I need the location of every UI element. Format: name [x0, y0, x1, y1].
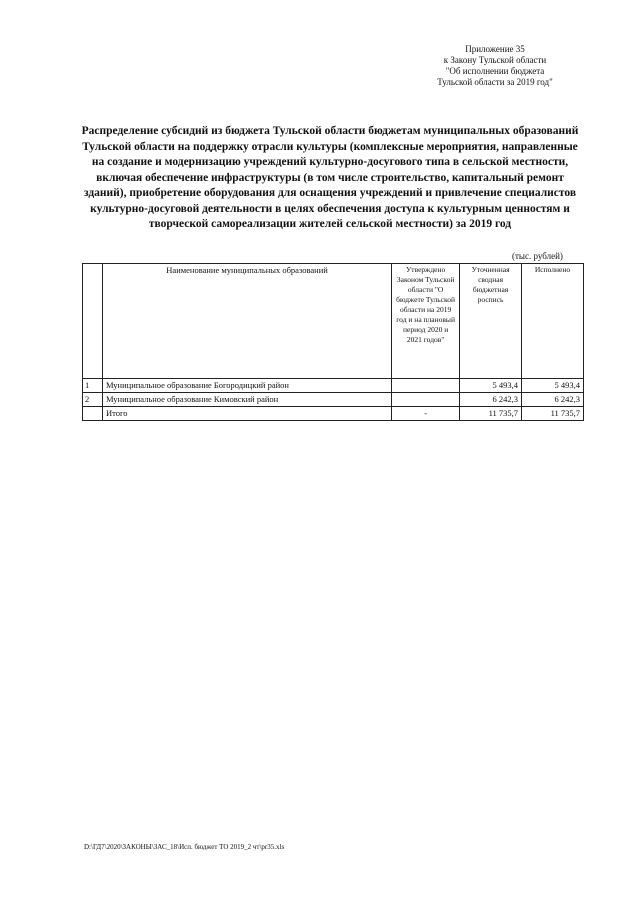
document-title: Распределение субсидий из бюджета Тульской области бюджетам муниципальных образований Тульской области на поддержку отрасли культуры (комплексные мероприятия, направленные на создание и модернизацию учреждений культурно-досугового типа в сельской местности, включая обеспечение инфраструктуры (в том числе строительство, капитальный ремонт зданий), приобретение оборудования для оснащения учреждений и привлечение специалистов культурно-досуговой деятельности в целях обеспечения доступа к культурным ценностям и творческой самореализации жителей сельской местности) за 2019 год — [81, 125, 579, 230]
appendix-line-2: к Закону Тульской области — [443, 55, 547, 65]
subsidy-table — [82, 263, 584, 421]
row-number — [83, 407, 103, 421]
row-refined: 5 493,4 — [460, 379, 522, 393]
row-approved — [392, 393, 460, 407]
row-name: Муниципальное образование Кимовский район — [102, 393, 391, 407]
row-approved: - — [392, 407, 460, 421]
row-executed: 5 493,4 — [522, 379, 584, 393]
row-approved — [392, 379, 460, 393]
row-number: 2 — [83, 393, 103, 407]
units-label: (тыс. рублей) — [512, 251, 563, 261]
file-path-footer: D:\ГД7\2020\ЗАКОНЫ\ЗАС_18\Исп. бюджет ТО 2019_2 чт\pr35.xls — [84, 843, 285, 851]
row-executed: 6 242,3 — [522, 393, 584, 407]
row-name: Итого — [102, 407, 391, 421]
row-number: 1 — [83, 379, 103, 393]
appendix-line-3: "Об исполнении бюджета — [445, 66, 545, 76]
table-total-row — [83, 407, 584, 421]
row-refined: 6 242,3 — [460, 393, 522, 407]
appendix-line-4: Тульской области за 2019 год" — [437, 77, 553, 87]
appendix-block — [425, 44, 565, 88]
row-refined: 11 735,7 — [460, 407, 522, 421]
header-approved: Утверждено Законом Тульской области "О бюджете Тульской области на 2019 год и на плановый период 2020 и 2021 годов" — [392, 264, 460, 379]
row-executed: 11 735,7 — [522, 407, 584, 421]
row-name: Муниципальное образование Богородицкий район — [102, 379, 391, 393]
table-row — [83, 393, 584, 407]
header-name: Наименование муниципальных образований — [102, 264, 391, 379]
table-header-row — [83, 264, 584, 379]
header-executed: Исполнено — [522, 264, 584, 379]
header-number — [83, 264, 103, 379]
table-row — [83, 379, 584, 393]
appendix-line-1: Приложение 35 — [465, 44, 525, 54]
header-refined: Уточненная сводная бюджетная роспись — [460, 264, 522, 379]
